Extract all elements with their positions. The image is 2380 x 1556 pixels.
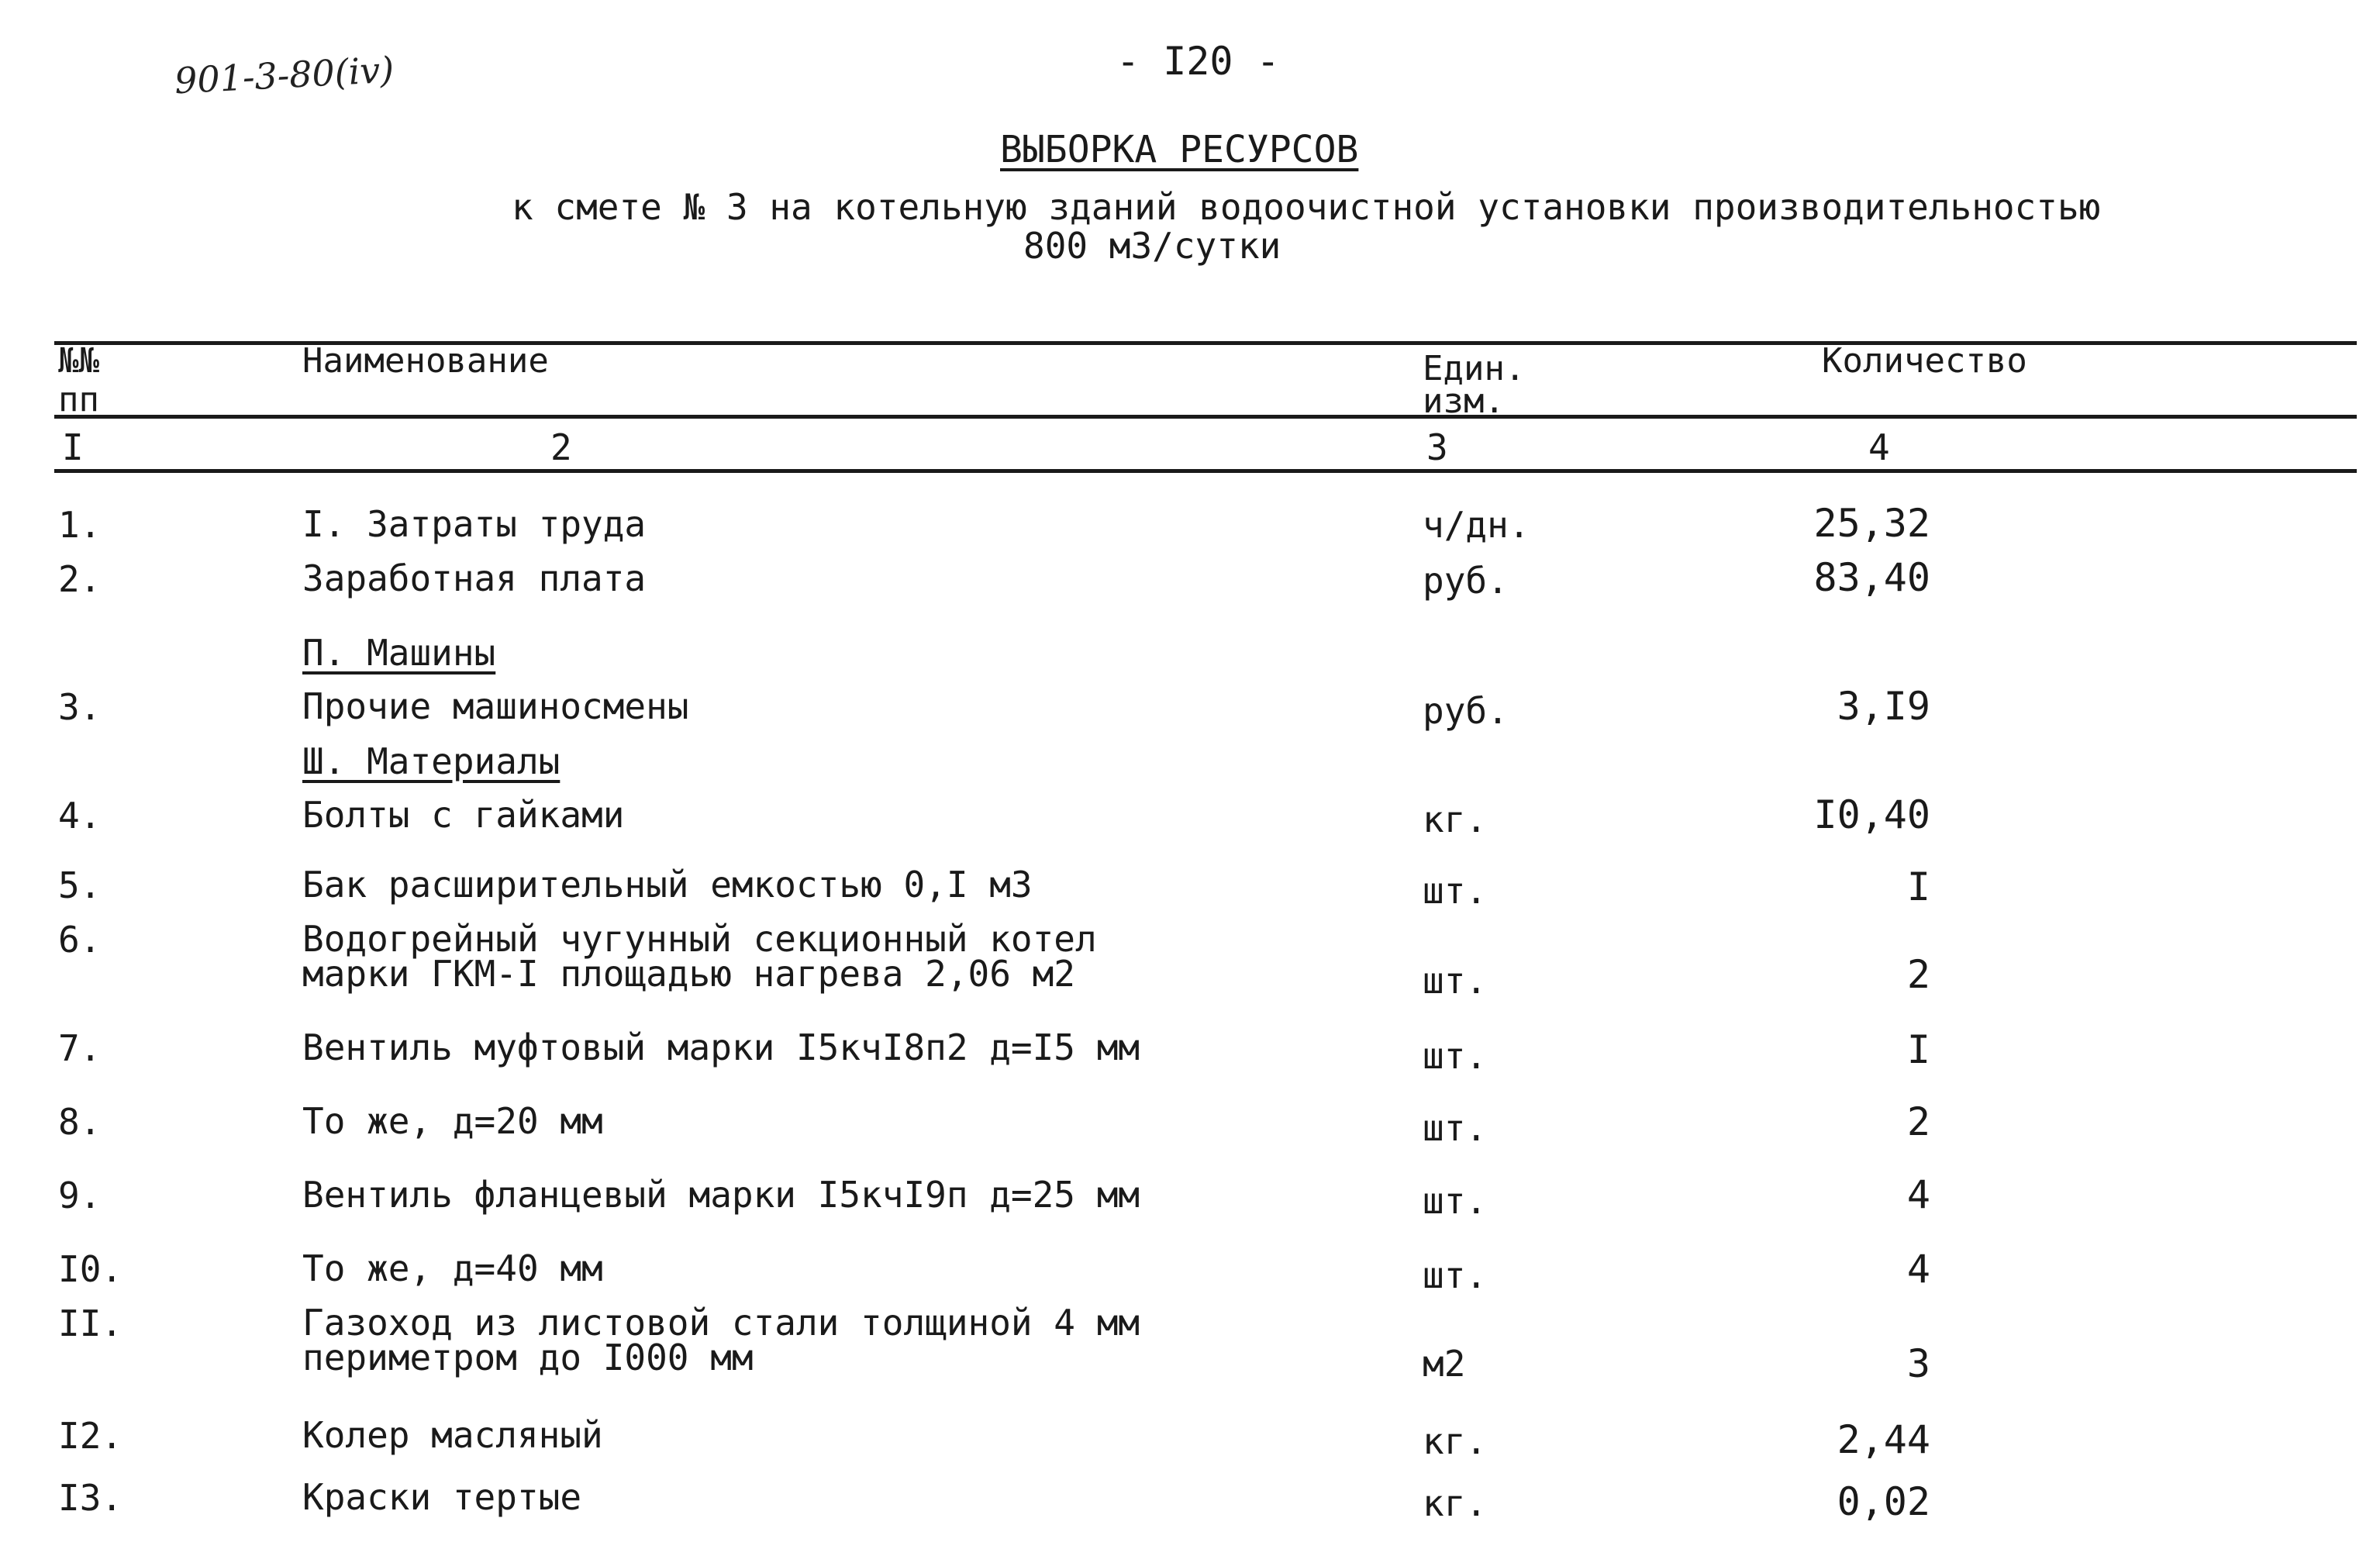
document-subtitle-line2: 800 м3/сутки [1023, 225, 1281, 267]
row-8-num: 8. [58, 1101, 102, 1143]
row-8-unit: шт. [1423, 1107, 1488, 1149]
row-3-qty: 3,I9 [1837, 684, 1930, 729]
header-num-line2: пп [58, 380, 99, 419]
section-materials: Ш. Материалы [302, 740, 561, 782]
table-header-rule [54, 415, 2357, 419]
row-8-qty: 2 [1906, 1099, 1930, 1144]
row-7-qty: I [1906, 1027, 1930, 1072]
row-9-qty: 4 [1906, 1172, 1930, 1217]
row-2-num: 2. [58, 558, 102, 600]
row-7-name: Вентиль муфтовый марки I5кчI8п2 д=I5 мм [302, 1026, 1140, 1068]
row-5-name: Бак расширительный емкостью 0,I м3 [302, 864, 1033, 906]
table-column-numbers-rule [54, 469, 2357, 473]
row-10-num: I0. [58, 1248, 123, 1290]
row-10-qty: 4 [1906, 1247, 1930, 1292]
row-12-qty: 2,44 [1837, 1417, 1930, 1462]
row-8-name: То же, д=20 мм [302, 1100, 603, 1142]
row-6-qty: 2 [1906, 952, 1930, 997]
document-title: ВЫБОРКА РЕСУРСОВ [1000, 128, 1359, 171]
row-4-name: Болты с гайками [302, 794, 625, 836]
document-subtitle-line1: к смете № 3 на котельную зданий водоочистной установки производительностью [512, 186, 2101, 228]
row-5-qty: I [1906, 864, 1930, 909]
row-6-name-line2: марки ГКМ-I площадью нагрева 2,06 м2 [302, 953, 1075, 995]
column-number-3: 3 [1426, 426, 1448, 468]
row-13-name: Краски тертые [302, 1476, 582, 1518]
column-number-2: 2 [550, 426, 572, 468]
row-3-name: Прочие машиносмены [302, 685, 689, 727]
row-4-qty: I0,40 [1813, 792, 1930, 837]
row-11-qty: 3 [1906, 1341, 1930, 1386]
row-7-num: 7. [58, 1027, 102, 1069]
row-3-unit: руб. [1423, 690, 1509, 732]
row-10-name: То же, д=40 мм [302, 1247, 603, 1289]
row-1-num: 1. [58, 504, 102, 546]
row-2-unit: руб. [1423, 560, 1509, 602]
row-10-unit: шт. [1423, 1254, 1488, 1296]
section-machines: П. Машины [302, 632, 496, 674]
row-11-name-line1: Газоход из листовой стали толщиной 4 мм [302, 1302, 1140, 1344]
row-4-num: 4. [58, 795, 102, 837]
header-unit-line2: изм. [1423, 381, 1505, 421]
row-11-num: II. [58, 1302, 123, 1344]
row-13-qty: 0,02 [1837, 1479, 1930, 1524]
header-unit-line1: Един. [1423, 349, 1526, 388]
row-1-unit: ч/дн. [1423, 504, 1530, 546]
row-3-num: 3. [58, 686, 102, 728]
row-2-name: Заработная плата [302, 557, 647, 599]
row-13-unit: кг. [1423, 1482, 1488, 1524]
header-qty: Количество [1822, 341, 2027, 381]
header-name: Наименование [302, 341, 549, 381]
row-9-unit: шт. [1423, 1180, 1488, 1222]
row-5-num: 5. [58, 864, 102, 906]
row-11-name-line2: периметром до I000 мм [302, 1337, 754, 1378]
row-7-unit: шт. [1423, 1035, 1488, 1077]
row-9-num: 9. [58, 1175, 102, 1216]
row-6-num: 6. [58, 919, 102, 961]
row-11-unit: м2 [1423, 1343, 1466, 1385]
row-1-name: I. Затраты труда [302, 503, 647, 545]
column-number-4: 4 [1868, 426, 1890, 468]
column-number-1: I [62, 426, 84, 468]
row-12-num: I2. [58, 1415, 123, 1457]
row-1-qty: 25,32 [1813, 501, 1930, 546]
page-number: - I20 - [1116, 39, 1280, 84]
row-5-unit: шт. [1423, 870, 1488, 912]
row-4-unit: кг. [1423, 799, 1488, 840]
row-6-name-line1: Водогрейный чугунный секционный котел [302, 918, 1097, 960]
handwritten-code: 901-3-80(iv) [173, 48, 395, 102]
row-12-unit: кг. [1423, 1420, 1488, 1462]
row-9-name: Вентиль фланцевый марки I5кчI9п д=25 мм [302, 1174, 1140, 1216]
header-num-line1: №№ [58, 341, 99, 381]
row-13-num: I3. [58, 1477, 123, 1519]
row-2-qty: 83,40 [1813, 555, 1930, 600]
row-6-unit: шт. [1423, 960, 1488, 1002]
row-12-name: Колер масляный [302, 1414, 603, 1456]
